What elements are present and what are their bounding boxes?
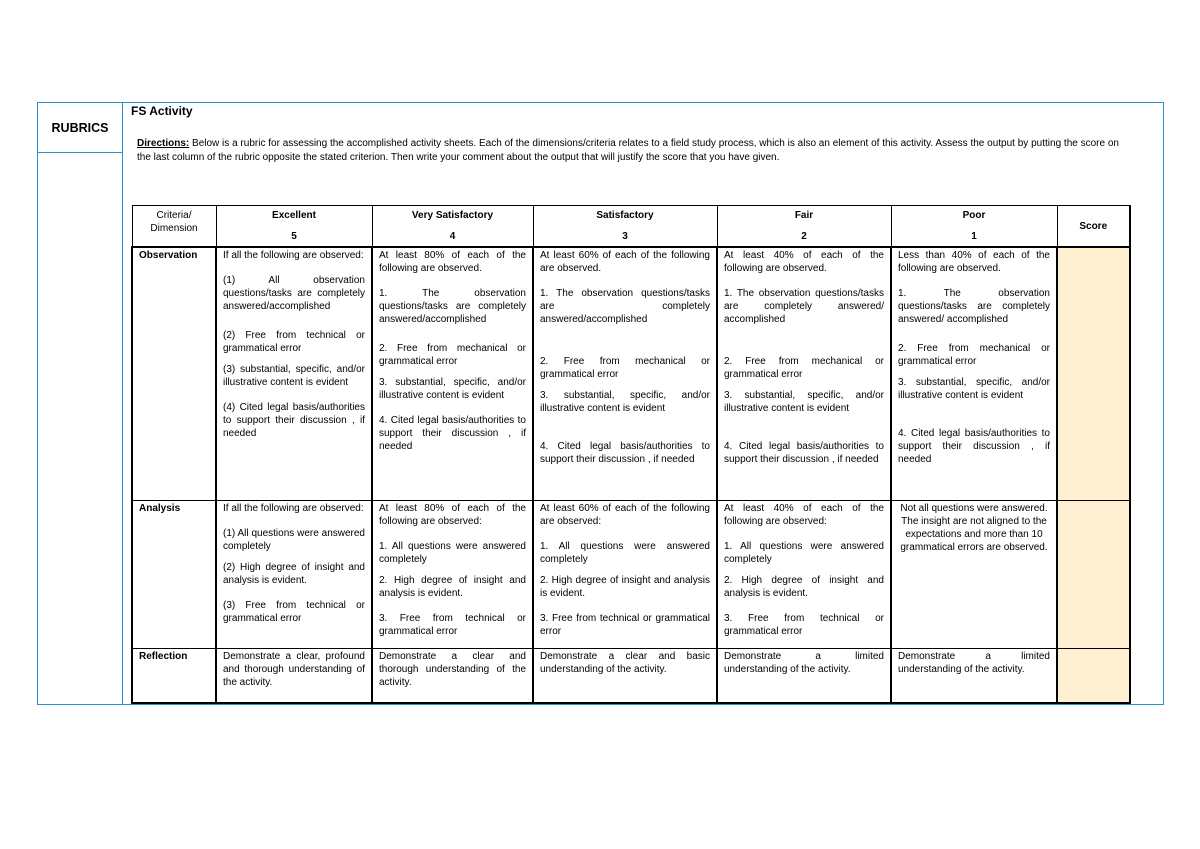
rubric-cell: At least 80% of each of the following are observed: 1. All questions were answered completely 2. High degree of insight and analysis is evident. 3. Free from technical or grammatical error xyxy=(372,500,533,648)
level-header: Very Satisfactory 4 xyxy=(372,206,533,248)
rubric-table xyxy=(131,205,1131,704)
rubric-cell: Demonstrate a clear and basic understanding of the activity. xyxy=(533,648,717,703)
rubric-cell: At least 80% of each of the following are observed. 1. The observation questions/tasks are completely answered/accomplished 2. Free from mechanical or grammatical error 3. substantial, specific, and/or illustrative content is evident 4. Cited legal basis/authorities to support their discussion , if needed xyxy=(372,247,533,500)
criterion-cell: Observation xyxy=(132,247,216,500)
level-header: Satisfactory 3 xyxy=(533,206,717,248)
rubric-cell: Demonstrate a clear, profound and thorough understanding of the activity. xyxy=(216,648,372,703)
sidebar-column xyxy=(38,103,123,704)
header-row xyxy=(132,206,1130,248)
level-header: Excellent 5 xyxy=(216,206,372,248)
score-input-cell[interactable] xyxy=(1057,500,1130,648)
rubric-cell: At least 60% of each of the following are observed. 1. The observation questions/tasks are completely answered/accomplished 2. Free from mechanical or grammatical error 3. substantial, specific, and/or illustrative content is evident 4. Cited legal basis/authorities to support their discussion , if needed xyxy=(533,247,717,500)
criteria-header: Criteria/ Dimension xyxy=(132,206,216,248)
rubric-cell: If all the following are observed: (1) All observation questions/tasks are completely answered/accomplished (2) Free from technical or grammatical error (3) substantial, specific, and/or illustrative content is evident (4) Cited legal basis/authorities to support their discussion , if needed xyxy=(216,247,372,500)
criterion-cell: Reflection xyxy=(132,648,216,703)
rubric-cell: Demonstrate a limited understanding of the activity. xyxy=(717,648,891,703)
rubric-cell: At least 40% of each of the following are observed. 1. The observation questions/tasks are completely answered/ accomplished 2. Free from mechanical or grammatical error 3. substantial, specific, and/or illustrative content is evident 4. Cited legal basis/authorities to support their discussion , if needed xyxy=(717,247,891,500)
score-input-cell[interactable] xyxy=(1057,648,1130,703)
rubric-cell: Not all questions were answered. The insight are not aligned to the expectations and more than 10 grammatical errors are observed. xyxy=(891,500,1057,648)
rubric-cell: At least 40% of each of the following are observed: 1. All questions were answered completely 2. High degree of insight and analysis is evident. 3. Free from technical or grammatical error xyxy=(717,500,891,648)
rubrics-label: RUBRICS xyxy=(38,103,122,153)
rubric-cell: If all the following are observed: (1) All questions were answered completely (2) High degree of insight and analysis is evident. (3) Free from technical or grammatical error xyxy=(216,500,372,648)
table-row xyxy=(132,247,1130,500)
rubric-cell: Demonstrate a clear and thorough understanding of the activity. xyxy=(372,648,533,703)
rubric-frame xyxy=(37,102,1164,705)
rubric-cell: Demonstrate a limited understanding of the activity. xyxy=(891,648,1057,703)
level-header: Poor 1 xyxy=(891,206,1057,248)
score-header: Score xyxy=(1057,206,1130,248)
table-row xyxy=(132,648,1130,703)
directions-label: Directions: xyxy=(137,138,190,149)
activity-title: FS Activity xyxy=(131,104,193,118)
rubric-cell: At least 60% of each of the following are observed: 1. All questions were answered completely 2. High degree of insight and analysis is evident. 3. Free from technical or grammatical error xyxy=(533,500,717,648)
content-area xyxy=(123,103,1163,704)
directions xyxy=(137,137,1119,164)
directions-text: Below is a rubric for assessing the accomplished activity sheets. Each of the dimensions/criteria relates to a field study process, which is also an element of this activity. Assess the output by putting the score on the last column of the rubric opposite the stated criterion. Then write your comment about the output that will justify the score that you have given. xyxy=(137,138,1119,163)
table-row xyxy=(132,500,1130,648)
score-input-cell[interactable] xyxy=(1057,247,1130,500)
rubric-cell: Less than 40% of each of the following are observed. 1. The observation questions/tasks are completely answered/ accomplished 2. Free from mechanical or grammatical error 3. substantial, specific, and/or illustrative content is evident 4. Cited legal basis/authorities to support their discussion , if needed xyxy=(891,247,1057,500)
criterion-cell: Analysis xyxy=(132,500,216,648)
level-header: Fair 2 xyxy=(717,206,891,248)
